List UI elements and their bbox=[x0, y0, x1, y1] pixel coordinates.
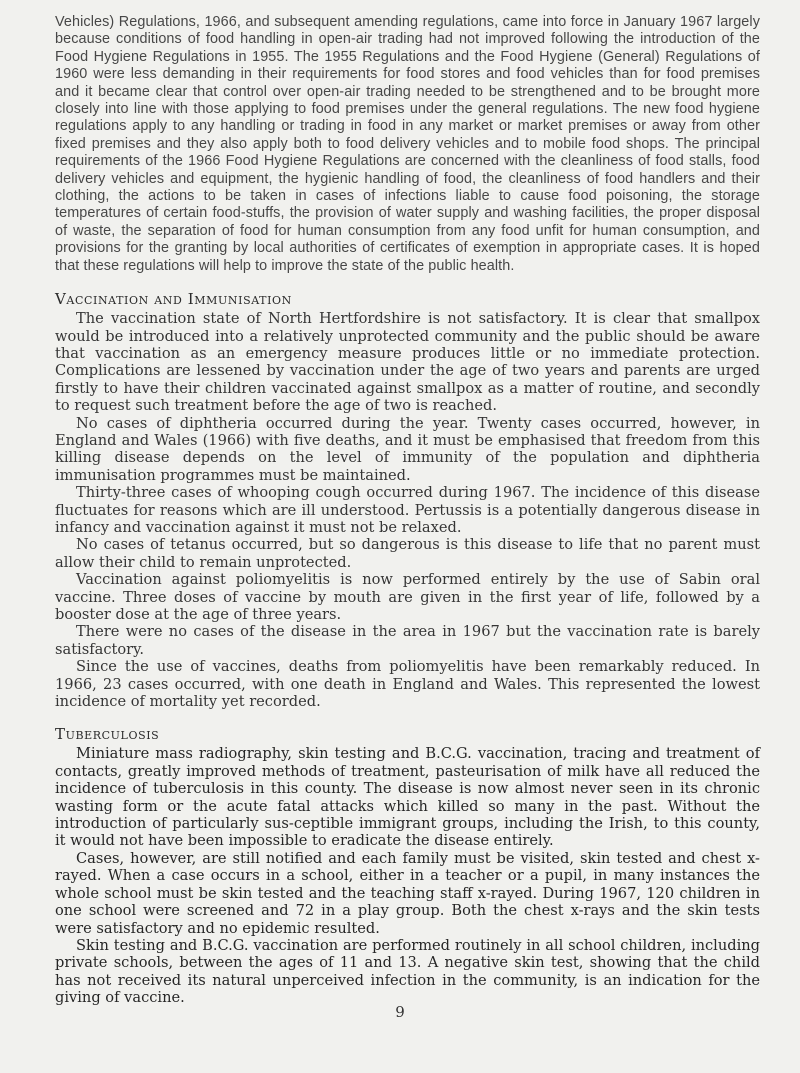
vaccination-paragraph: Thirty-three cases of whooping cough occurred during 1967. The incidence of this disease fluctuates for reasons which are ill understood. Pertussis is a potentially dangerous disease in infancy and vaccination against it must not be relaxed. bbox=[55, 484, 760, 536]
vaccination-section bbox=[55, 290, 760, 710]
intro-section bbox=[55, 14, 760, 275]
vaccination-paragraph: Since the use of vaccines, deaths from poliomyelitis have been remarkably reduced. In 1966, 23 cases occurred, with one death in England and Wales. This represented the lowest incidence of mortality yet recorded. bbox=[55, 658, 760, 711]
vaccination-paragraph: There were no cases of the disease in the area in 1967 but the vaccination rate is barely satisfactory. bbox=[55, 623, 760, 658]
tuberculosis-section bbox=[55, 725, 760, 1006]
vaccination-heading: Vaccination and Immunisation bbox=[55, 290, 292, 309]
intro-paragraph: Vehicles) Regulations, 1966, and subsequent amending regulations, came into force in January 1967 largely because conditions of food handling in open-air trading had not improved following the introduction of the Food Hygiene Regulations in 1955. The 1955 Regulations and the Food Hygiene (General) Regulations of 1960 were less demanding in their requirements for food stores and food vehicles than for food premises and it became clear that control over open-air trading needed to be strengthened and to be brought more closely into line with those applying to food premises under the general regulations. The new food hygiene regulations apply to any handling or trading in food in any market or market premises or away from other fixed premises and they also apply both to food delivery vehicles and to mobile food shops. The principal requirements of the 1966 Food Hygiene Regulations are concerned with the cleanliness of food stalls, food delivery vehicles and equipment, the hygienic handling of food, the cleanliness of food handlers and their clothing, the actions to be taken in cases of infections liable to cause food poisoning, the storage temperatures of certain food-stuffs, the provision of water supply and washing facilities, the proper disposal of waste, the separation of food for human consumption from any food unfit for human consumption, and provisions for the granting by local authorities of certificates of exemption in appropriate cases. It is hoped that these regulations will help to improve the state of the public health. bbox=[55, 14, 760, 274]
page-number: 9 bbox=[395, 1003, 405, 1021]
tuberculosis-paragraph: Skin testing and B.C.G. vaccination are performed routinely in all school children, including private schools, between the ages of 11 and 13. A negative skin test, showing that the child has not received its natural unperceived infection in the community, is an indication for the giving of vaccine. bbox=[55, 936, 760, 1007]
vaccination-paragraph: Vaccination against poliomyelitis is now performed entirely by the use of Sabin oral vaccine. Three doses of vaccine by mouth are given in the first year of life, followed by a booster dose at the age of three years. bbox=[55, 571, 760, 623]
document-page bbox=[55, 14, 760, 1007]
vaccination-paragraph: No cases of tetanus occurred, but so dangerous is this disease to life that no parent must allow their child to remain unprotected. bbox=[55, 536, 760, 571]
tuberculosis-paragraph: Cases, however, are still notified and each family must be visited, skin tested and chest x-rayed. When a case occurs in a school, either in a teacher or a pupil, in many instances the whole school must be skin tested and the teaching staff x-rayed. During 1967, 120 children in one school were screened and 72 in a play group. Both the chest x-rays and the skin tests were satisfactory and no epidemic resulted. bbox=[55, 849, 760, 937]
tuberculosis-paragraph: Miniature mass radiography, skin testing and B.C.G. vaccination, tracing and treatment of contacts, greatly improved methods of treatment, pasteurisation of milk have all reduced the incidence of tuberculosis in this county. The disease is now almost never seen in its chronic wasting form or the acute fatal attacks which killed so many in the past. Without the introduction of particularly sus-ceptible immigrant groups, including the Irish, to this county, it would not have been impossible to eradicate the disease entirely. bbox=[55, 745, 760, 850]
vaccination-paragraph: The vaccination state of North Hertfordshire is not satisfactory. It is clear that smallpox would be introduced into a relatively unprotected community and the public should be aware that vaccination as an emergency measure produces little or no immediate protection. Complications are lessened by vaccination under the age of two years and parents are urged firstly to have their children vaccinated against smallpox as a matter of routine, and secondly to request such treatment before the age of two is reached. bbox=[55, 310, 760, 415]
vaccination-paragraph: No cases of diphtheria occurred during the year. Twenty cases occurred, however, in England and Wales (1966) with five deaths, and it must be emphasised that freedom from this killing disease depends on the level of immunity of the population and diphtheria immunisation programmes must be maintained. bbox=[55, 414, 760, 484]
tuberculosis-heading: Tuberculosis bbox=[55, 725, 160, 744]
